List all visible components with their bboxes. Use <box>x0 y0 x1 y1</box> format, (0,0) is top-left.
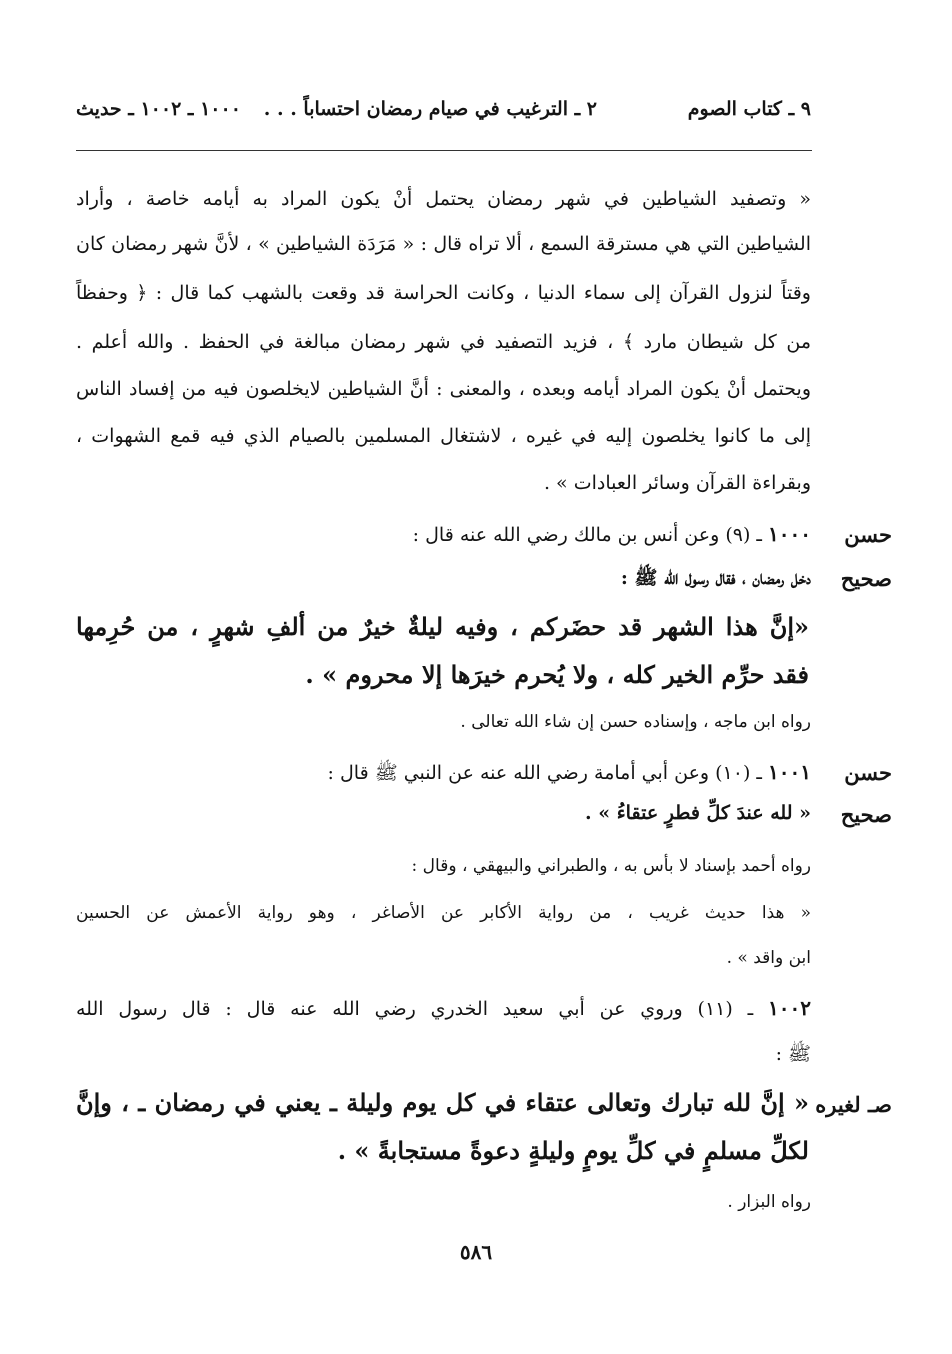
commentary-line: الشياطين التي هي مسترقة السمع ، ألا تراه قال : « مَرَدَة الشياطين » ، لأنَّ شهر رمضان كان <box>76 233 811 255</box>
commentary-line: « وتصفيد الشياطين في شهر رمضان يحتمل أنْ يكون المراد به أيامه خاصة ، وأراد <box>76 188 811 210</box>
hadith-source: رواه أحمد بإسناد لا بأس به ، والطبراني والبيهقي ، وقال : <box>411 856 811 876</box>
hadith-text: «إنَّ هذا الشهر قد حضَركم ، وفيه ليلةٌ خيرٌ من ألفِ شهرٍ ، من حُرِمها <box>76 612 809 641</box>
page-number: ٥٨٦ <box>459 1240 493 1264</box>
commentary-line: ويحتمل أنْ يكون المراد أيامه وبعده ، والمعنى : أنَّ الشياطين لايخلصون فيه من إفساد الناس <box>76 378 811 400</box>
hadith-grade: حسن <box>844 760 892 785</box>
hadith-grade: صحيح <box>840 566 892 591</box>
hadith-intro <box>413 522 811 546</box>
hadith-number: ١٠٠١ <box>768 760 811 784</box>
hadith-number: ١٠٠٢ <box>768 996 811 1020</box>
hadith-context: دخل رمضان ، فقال رسول الله ﷺ : <box>620 567 811 589</box>
hadith-grade: صحيح <box>840 802 892 827</box>
hadith-note: ابن واقد » . <box>726 948 811 968</box>
hadith-intro-text: ـ (١١) وروي عن أبي سعيد الخدري رضي الله عنه قال : قال رسول الله <box>76 998 754 1020</box>
hadith-text: « لله عندَ كلِّ فطرٍ عتقاءُ » . <box>585 802 811 824</box>
hadith-intro <box>76 996 811 1020</box>
hadith-text: « إنَّ لله تبارك وتعالى عتقاء في كل يوم وليلة ـ يعني في رمضان ـ ، وإنَّ <box>76 1088 809 1117</box>
header-rule <box>76 150 812 151</box>
hadith-grade: حسن <box>844 522 892 547</box>
commentary-line: من كل شيطان مارد ﴾ ، فزيد التصفيد في شهر رمضان مبالغة في الحفظ . والله أعلم . <box>76 331 811 353</box>
header-section: ٢ ـ الترغيب في صيام رمضان احتساباً . . . <box>263 98 597 120</box>
hadith-number: ١٠٠٠ <box>768 522 811 546</box>
hadith-source: رواه ابن ماجه ، وإسناده حسن إن شاء الله تعالى . <box>460 712 811 732</box>
hadith-intro-text: ـ (٩) وعن أنس بن مالك رضي الله عنه قال : <box>412 524 762 546</box>
hadith-intro <box>328 760 811 789</box>
hadith-source: رواه البزار . <box>727 1192 811 1212</box>
commentary-line: وبقراءة القرآن وسائر العبادات » . <box>543 472 811 494</box>
header-chapter: ٩ ـ كتاب الصوم <box>687 98 811 120</box>
hadith-note: « هذا حديث غريب ، من رواية الأكابر عن الأصاغر ، وهو رواية الأعمش عن الحسين <box>76 903 811 923</box>
hadith-text: لكلِّ مسلمٍ في كلِّ يومٍ وليلةٍ دعوةً مستجابةً » . <box>337 1136 809 1165</box>
commentary-line: إلى ما كانوا يخلصون إليه في غيره ، لاشتغال المسلمين بالصيام الذي فيه قمع الشهوات ، <box>76 425 811 447</box>
hadith-intro-text: ـ (١٠) وعن أبي أمامة رضي الله عنه عن النبي ﷺ قال : <box>327 762 762 784</box>
running-header <box>76 98 811 134</box>
hadith-text: فقد حرِّم الخير كله ، ولا يُحرم خيرَها إلا محروم » . <box>305 660 809 689</box>
header-hadith-range: ١٠٠٠ ـ ١٠٠٢ ـ حديث <box>76 98 241 120</box>
hadith-grade: صـ لغيره <box>815 1092 892 1117</box>
hadith-intro-continued: ﷺ : <box>775 1043 811 1065</box>
commentary-line: وقتاً لنزول القرآن إلى سماء الدنيا ، وكانت الحراسة قد وقعت بالشهب كما قال : ﴿ وحفظاً <box>76 282 811 304</box>
